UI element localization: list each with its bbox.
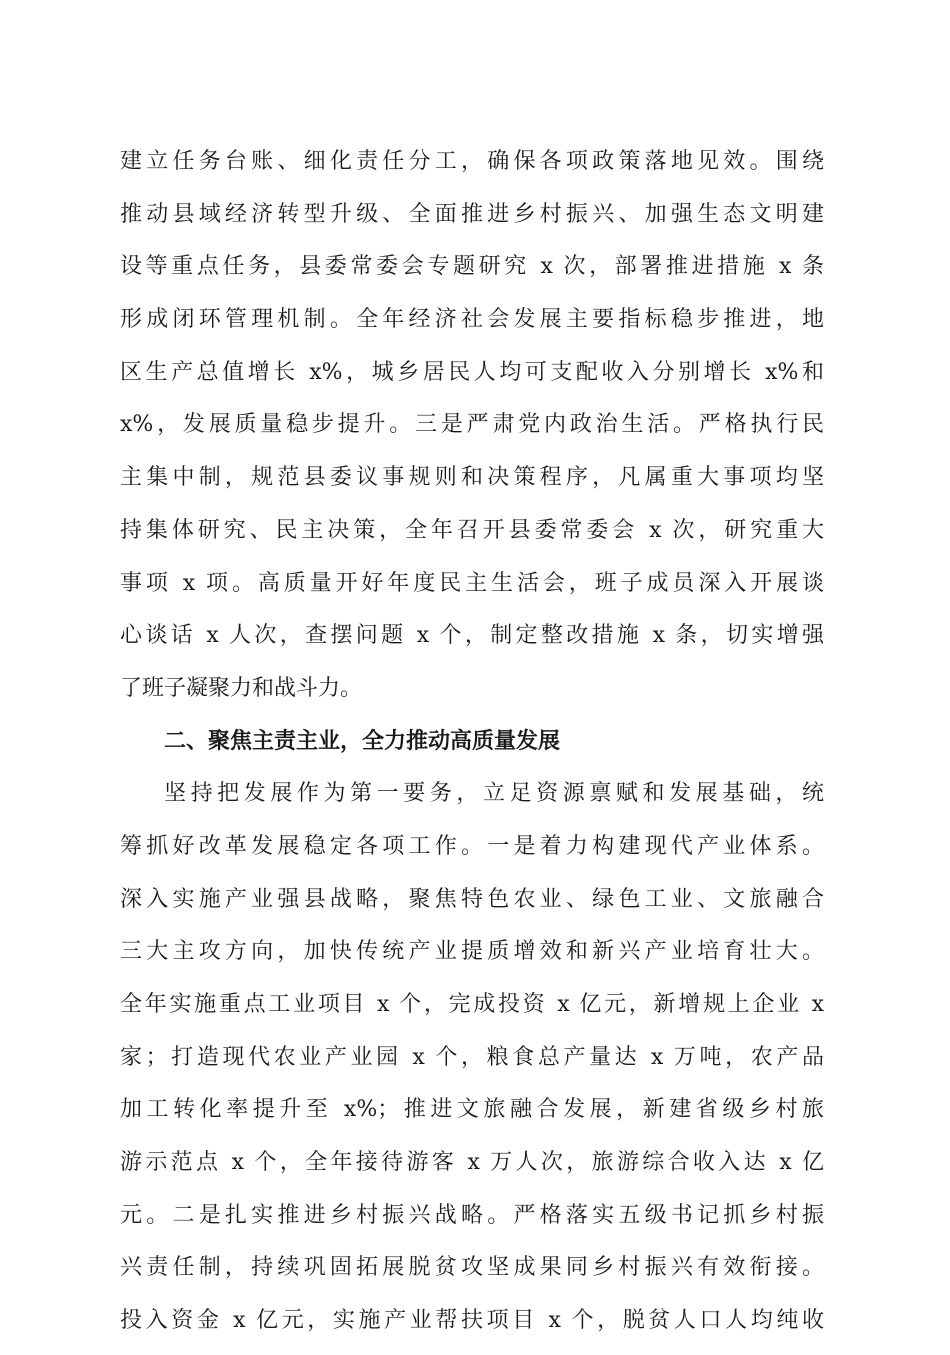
- text-line: 全年实施重点工业项目 x 个，完成投资 x 亿元，新增规上企业 x: [120, 992, 824, 1017]
- document-page: [120, 143, 824, 1355]
- text-line: 筹抓好改革发展稳定各项工作。一是着力构建现代产业体系。: [120, 833, 824, 859]
- text-line: 建立任务台账、细化责任分工，确保各项政策落地见效。围绕: [120, 149, 824, 174]
- text-line: 设等重点任务，县委常委会专题研究 x 次，部署推进措施 x 条: [120, 254, 824, 280]
- text-line: 家；打造现代农业产业园 x 个，粮食总产量达 x 万吨，农产品: [120, 1044, 824, 1070]
- text-line: 加工转化率提升至 x%；推进文旅融合发展，新建省级乡村旅: [120, 1097, 824, 1123]
- text-line: 游示范点 x 个，全年接待游客 x 万人次，旅游综合收入达 x 亿: [120, 1150, 824, 1176]
- text-line: 形成闭环管理机制。全年经济社会发展主要指标稳步推进，地: [120, 307, 824, 333]
- text-line: 主集中制，规范县委议事规则和决策程序，凡属重大事项均坚: [120, 465, 824, 491]
- text-line: 了班子凝聚力和战斗力。: [120, 675, 363, 701]
- text-line: 区生产总值增长 x%，城乡居民人均可支配收入分别增长 x%和: [120, 359, 824, 385]
- paragraph-1: [120, 143, 824, 723]
- text-line: 坚持把发展作为第一要务，立足资源禀赋和发展基础，统: [164, 781, 824, 807]
- text-line: 推动县域经济转型升级、全面推进乡村振兴、加强生态文明建: [120, 201, 824, 227]
- text-line: 心谈话 x 人次，查摆问题 x 个，制定整改措施 x 条，切实增强: [120, 623, 824, 649]
- text-line: 三大主攻方向，加快传统产业提质增效和新兴产业培育壮大。: [120, 939, 824, 965]
- text-line: 元。二是扎实推进乡村振兴战略。严格落实五级书记抓乡村振: [120, 1202, 824, 1228]
- section-heading: 二、聚焦主责主业，全力推动高质量发展: [164, 728, 561, 754]
- text-line: 投入资金 x 亿元，实施产业帮扶项目 x 个，脱贫人口人均纯收: [120, 1308, 824, 1334]
- paragraph-2: [120, 775, 824, 1355]
- text-line: 持集体研究、民主决策，全年召开县委常委会 x 次，研究重大: [120, 517, 824, 543]
- text-line: 深入实施产业强县战略，聚焦特色农业、绿色工业、文旅融合: [120, 886, 824, 912]
- text-line: 事项 x 项。高质量开好年度民主生活会，班子成员深入开展谈: [120, 570, 824, 596]
- text-line: 兴责任制，持续巩固拓展脱贫攻坚成果同乡村振兴有效衔接。: [120, 1255, 824, 1281]
- text-line: x%，发展质量稳步提升。三是严肃党内政治生活。严格执行民: [120, 412, 824, 438]
